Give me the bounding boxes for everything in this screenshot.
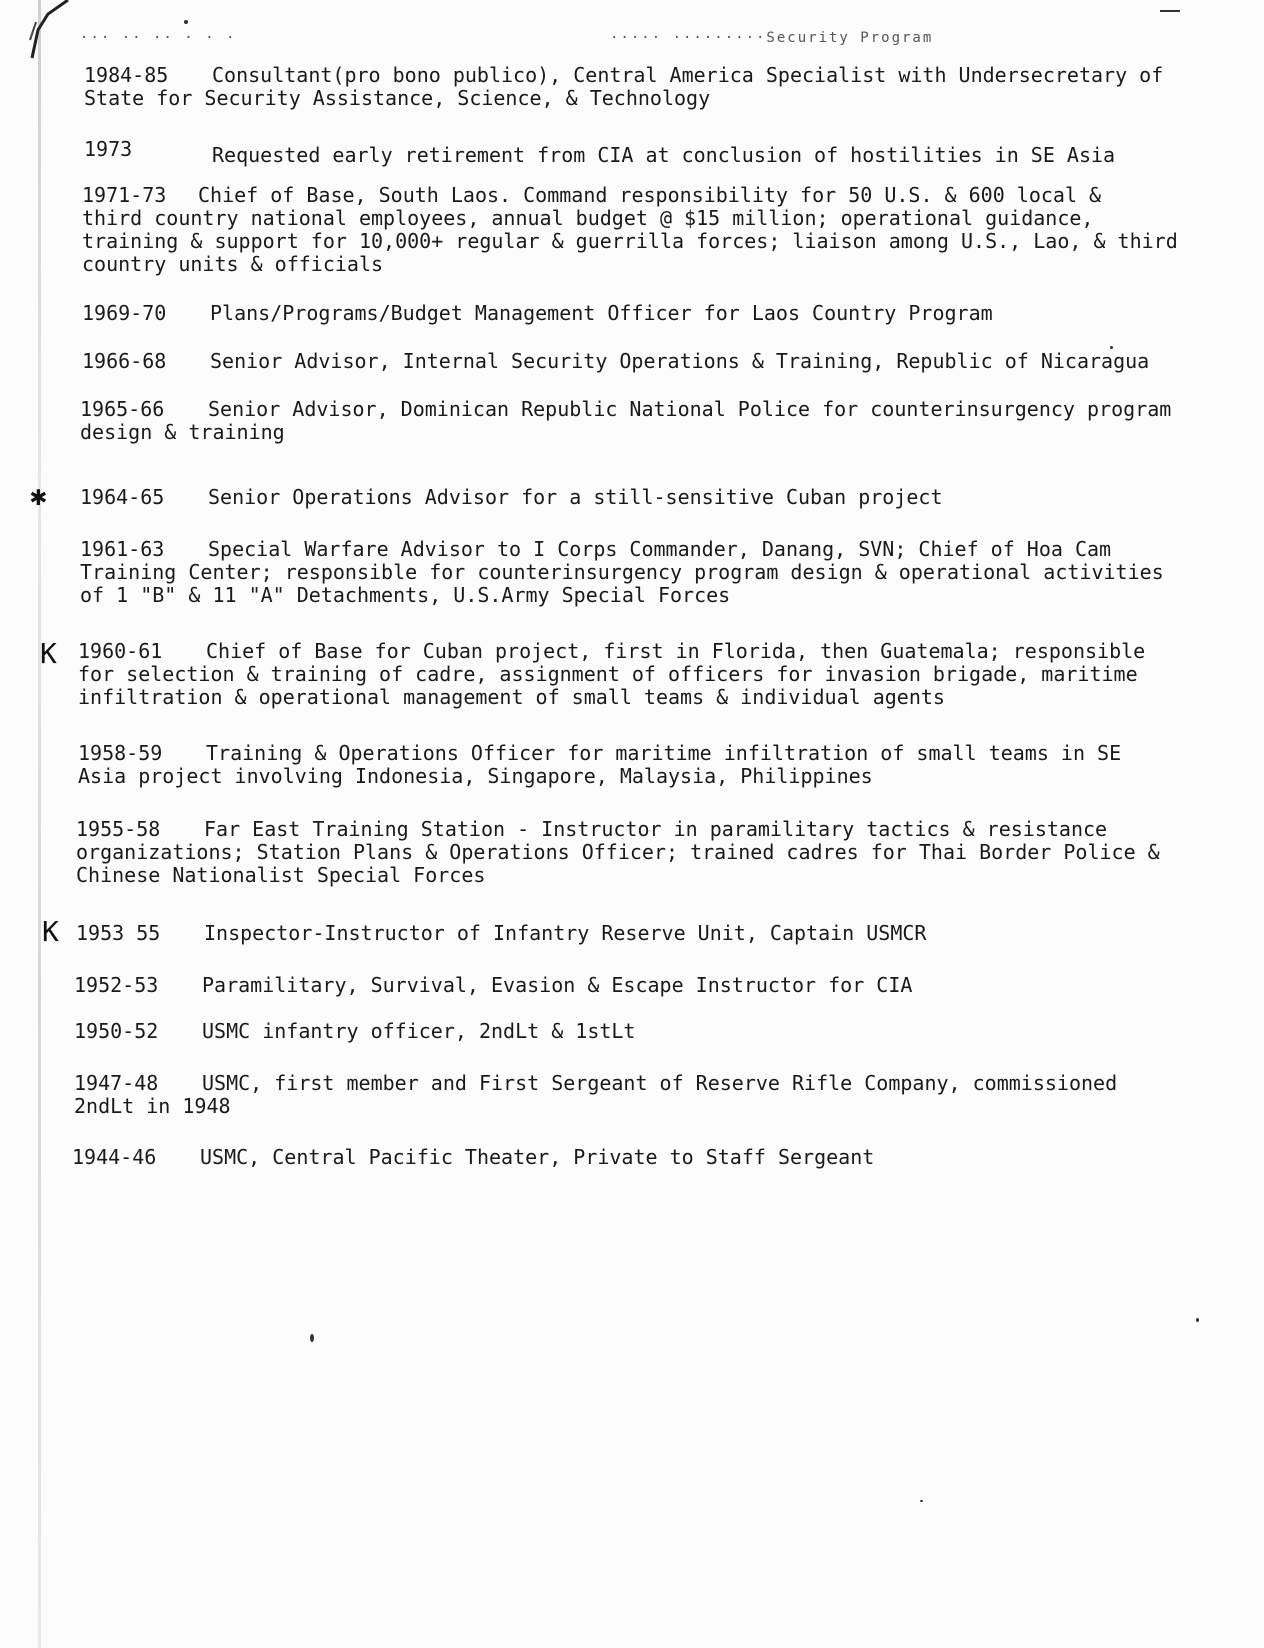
scan-speck [184, 20, 188, 24]
entry-line: Plans/Programs/Budget Management Officer for Laos Country Program [210, 301, 993, 325]
entry-line: training & support for 10,000+ regular & guerrilla forces; liaison among U.S., Lao, & third [82, 229, 1178, 253]
entry-year: 1952-53 [74, 973, 159, 997]
entry-line: Asia project involving Indonesia, Singapore, Malaysia, Philippines [78, 764, 873, 788]
scan-edge-artifact [38, 0, 41, 1648]
entry-line: Consultant(pro bono publico), Central America Specialist with Undersecretary of [212, 63, 1164, 87]
entry-year: 1966-68 [82, 349, 167, 373]
scan-speck [310, 1334, 314, 1342]
entry-year: 1958-59 [78, 741, 163, 765]
entry-year: 1973 [84, 137, 133, 161]
entry-line: infiltration & operational management of small teams & individual agents [78, 685, 945, 709]
entry-year: 1947-48 [74, 1071, 159, 1095]
entry-year: 1953 55 [76, 921, 161, 945]
entry-year: 1950-52 [74, 1019, 159, 1043]
scan-speck [920, 1500, 923, 1502]
entry-year: 1960-61 [78, 639, 163, 663]
header-left-fragment: ··· ·· ·· · · · [80, 30, 237, 46]
entry-line: Senior Advisor, Dominican Republic National Police for counterinsurgency program [208, 397, 1172, 421]
entry-year: 1969-70 [82, 301, 167, 325]
scan-speck [1196, 1318, 1199, 1322]
entry-line: for selection & training of cadre, assignment of officers for invasion brigade, maritime [78, 662, 1138, 686]
entry-year: 1964-65 [80, 485, 165, 509]
entry-line: Senior Operations Advisor for a still-sensitive Cuban project [208, 485, 943, 509]
corner-pen-mark [28, 0, 74, 60]
entry-line: Senior Advisor, Internal Security Operations & Training, Republic of Nicaragua [210, 349, 1150, 373]
entry-line: Requested early retirement from CIA at conclusion of hostilities in SE Asia [212, 143, 1116, 167]
entry-line: Special Warfare Advisor to I Corps Commander, Danang, SVN; Chief of Hoa Cam [208, 537, 1112, 561]
k-margin-mark: K [42, 915, 59, 948]
entry-line: USMC, Central Pacific Theater, Private to Staff Sergeant [200, 1145, 875, 1169]
scan-speck [1160, 10, 1180, 12]
entry-line: USMC, first member and First Sergeant of Reserve Rifle Company, commissioned [202, 1071, 1118, 1095]
entry-year: 1944-46 [72, 1145, 157, 1169]
entry-line: design & training [80, 420, 285, 444]
entry-year: 1965-66 [80, 397, 165, 421]
entry-line: State for Security Assistance, Science, & Technology [84, 86, 711, 110]
k-margin-mark: K [40, 637, 57, 670]
entry-line: organizations; Station Plans & Operations Officer; trained cadres for Thai Border Police & [76, 840, 1160, 864]
page-header-cutoff [80, 30, 980, 50]
entry-line: third country national employees, annual budget @ $15 million; operational guidance, [82, 206, 1094, 230]
asterisk-margin-mark: ✱ [30, 479, 47, 512]
entry-line: 2ndLt in 1948 [74, 1094, 231, 1118]
entry-year: 1955-58 [76, 817, 161, 841]
entry-line: Chinese Nationalist Special Forces [76, 863, 486, 887]
entry-year: 1971-73 [82, 183, 167, 207]
entry-line: USMC infantry officer, 2ndLt & 1stLt [202, 1019, 636, 1043]
entry-line: Paramilitary, Survival, Evasion & Escape Instructor for CIA [202, 973, 913, 997]
entry-year: 1984-85 [84, 63, 169, 87]
entry-line: Chief of Base for Cuban project, first in Florida, then Guatemala; responsible [206, 639, 1146, 663]
entry-line: country units & officials [82, 252, 384, 276]
entry-line: Training & Operations Officer for maritime infiltration of small teams in SE [206, 741, 1122, 765]
entry-line: of 1 "B" & 11 "A" Detachments, U.S.Army Special Forces [80, 583, 731, 607]
entry-line: Training Center; responsible for counterinsurgency program design & operational activities [80, 560, 1164, 584]
entry-year: 1961-63 [80, 537, 165, 561]
entry-line: Far East Training Station - Instructor in paramilitary tactics & resistance [204, 817, 1108, 841]
entry-line: Inspector-Instructor of Infantry Reserve Unit, Captain USMCR [204, 921, 927, 945]
entry-line: Chief of Base, South Laos. Command responsibility for 50 U.S. & 600 local & [198, 183, 1102, 207]
scan-speck [1110, 346, 1113, 349]
header-right-fragment: ····· ·········Security Program [610, 30, 934, 46]
